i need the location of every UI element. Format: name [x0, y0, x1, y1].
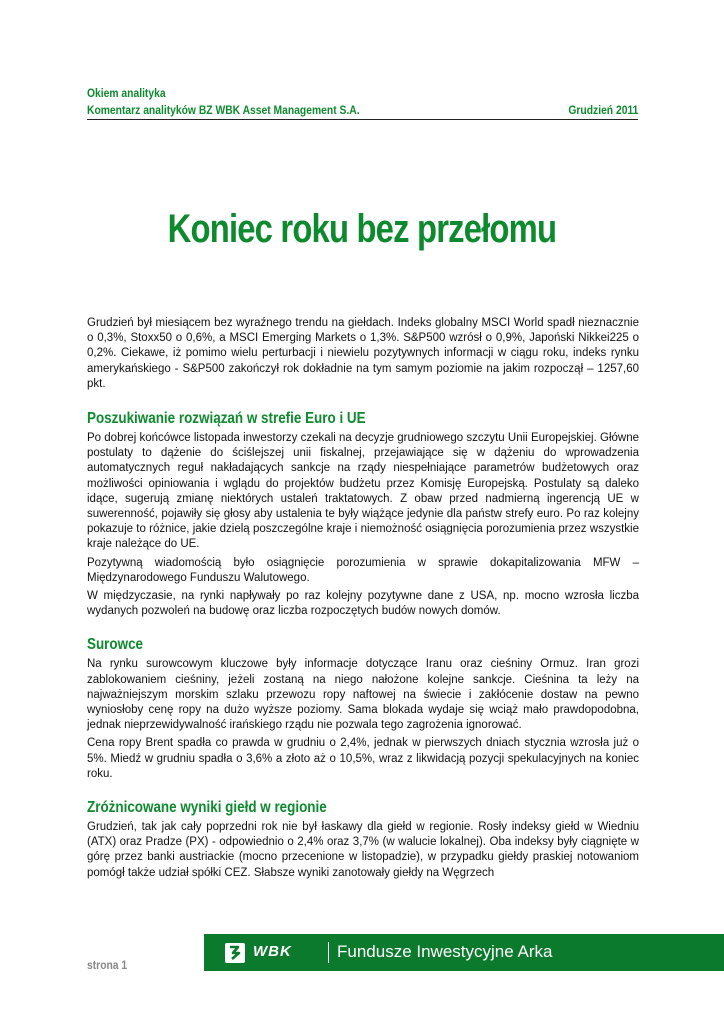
section-paragraph: W międzyczasie, na rynki napływały po raz kolejny pozytywne dane z USA, np. mocno wzrosła liczba wydanych pozwoleń na budowę oraz liczba rozpoczętych budów nowych domów. — [87, 590, 639, 618]
footer-divider — [328, 942, 329, 963]
logo-text: WBK — [253, 943, 292, 960]
page-title: Koniec roku bez przełomu — [167, 207, 557, 251]
bz-wbk-logo-icon — [225, 943, 245, 963]
section-heading: Poszukiwanie rozwiązań w strefie Euro i UE — [87, 410, 366, 428]
section-heading: Zróżnicowane wyniki giełd w regionie — [87, 799, 327, 817]
page-number: strona 1 — [87, 958, 128, 972]
section-paragraph: Na rynku surowcowym kluczowe były informacje dotyczące Iranu oraz cieśniny Ormuz. Iran grozi zablokowaniem cieśniny, jeżeli zostaną na niego nałożone kolejne sankcje. Cieśnina ta leży na najważniejszym morskim szlaku przewozu ropy naftowej na świecie i zakłócenie dostaw na pewno wyniosłoby cenę ropy na dużo wyższe poziomy. Sama blokada wydaje się wciąż mało prawdopodobna, jednak nieprzewidywalność irańskiego rządu nie pozwala tego zagrożenia ignorować. — [87, 658, 639, 732]
section-region — [87, 799, 639, 881]
header-bar — [87, 103, 638, 120]
section-paragraph: Pozytywną wiadomością było osiągnięcie porozumienia w sprawie dokapitalizowania MFW – Międzynarodowego Funduszu Walutowego. — [87, 556, 639, 584]
header-date: Grudzień 2011 — [568, 103, 638, 117]
section-paragraph: Grudzień, tak jak cały poprzedni rok nie był łaskawy dla giełd w regionie. Rosły indeksy giełd w Wiedniu (ATX) oraz Pradze (PX) - odpowiednio o 2,4% oraz 3,7% (w walucie lokalnej). Oba indeksy były ciągnięte w górę przez banki austriackie (mocno przecenione w listopadzie), w przypadku giełdy praskiej notowaniom pomógł także udział spółki CEZ. Słabsze wyniki zanotowały giełdy na Węgrzech — [87, 821, 639, 879]
article-body — [87, 316, 639, 898]
section-paragraph: Cena ropy Brent spadła co prawda w grudniu o 2,4%, jednak w pierwszych dniach stycznia wzrosła już o 5%. Miedź w grudniu spadła o 3,6% a złoto aż o 10,5%, wraz z likwidacją pozycji spekulacyjnych na koniec roku. — [87, 737, 639, 780]
section-paragraph: Po dobrej końcówce listopada inwestorzy czekali na decyzje grudniowego szczytu Unii Europejskiej. Główne postulaty to dążenie do ściślejszej unii fiskalnej, przejawiające się w dążeniu do wprowadzenia automatycznych reguł nakładających sankcje na rządy niespełniające parametrów budżetowych oraz możliwości opiniowania i wglądu do projektów budżetu przez Komisję Europejską. Postulaty są daleko idące, sugerują zmianę niektórych ustaleń traktatowych. Z obaw przed nadmierną ingerencją UE w suwerenność, pojawiły się głosy aby ustalenia te były wiążące jedynie dla państw strefy euro. Po raz kolejny pokazuje to różnice, jakie dzielą poszczególne kraje i niemożność osiągnięcia porozumienia przez wszystkie kraje należące do UE. — [87, 432, 639, 551]
footer-brand-band — [204, 934, 724, 971]
header-subtitle: Komentarz analityków BZ WBK Asset Management S.A. — [87, 103, 360, 117]
section-surowce — [87, 636, 639, 782]
intro-paragraph: Grudzień był miesiącem bez wyraźnego trendu na giełdach. Indeks globalny MSCI World spadł nieznacznie o 0,3%, Stoxx50 o 0,6%, a MSCI Emerging Markets o 1,3%. S&P500 wzrósł o 0,9%, Japoński Nikkei225 o 0,2%. Ciekawe, iż pomimo wielu perturbacji i niewielu pozytywnych informacji w ciągu roku, indeks rynku amerykańskiego - S&P500 zakończył rok dokładnie na tym samym poziomie na jakim rozpoczął – 1257,60 pkt. — [87, 317, 639, 390]
section-euro — [87, 410, 639, 619]
footer-brand-label: Fundusze Inwestycyjne Arka — [337, 942, 553, 961]
header-kicker: Okiem analityka — [87, 86, 166, 100]
section-heading: Surowce — [87, 636, 144, 654]
